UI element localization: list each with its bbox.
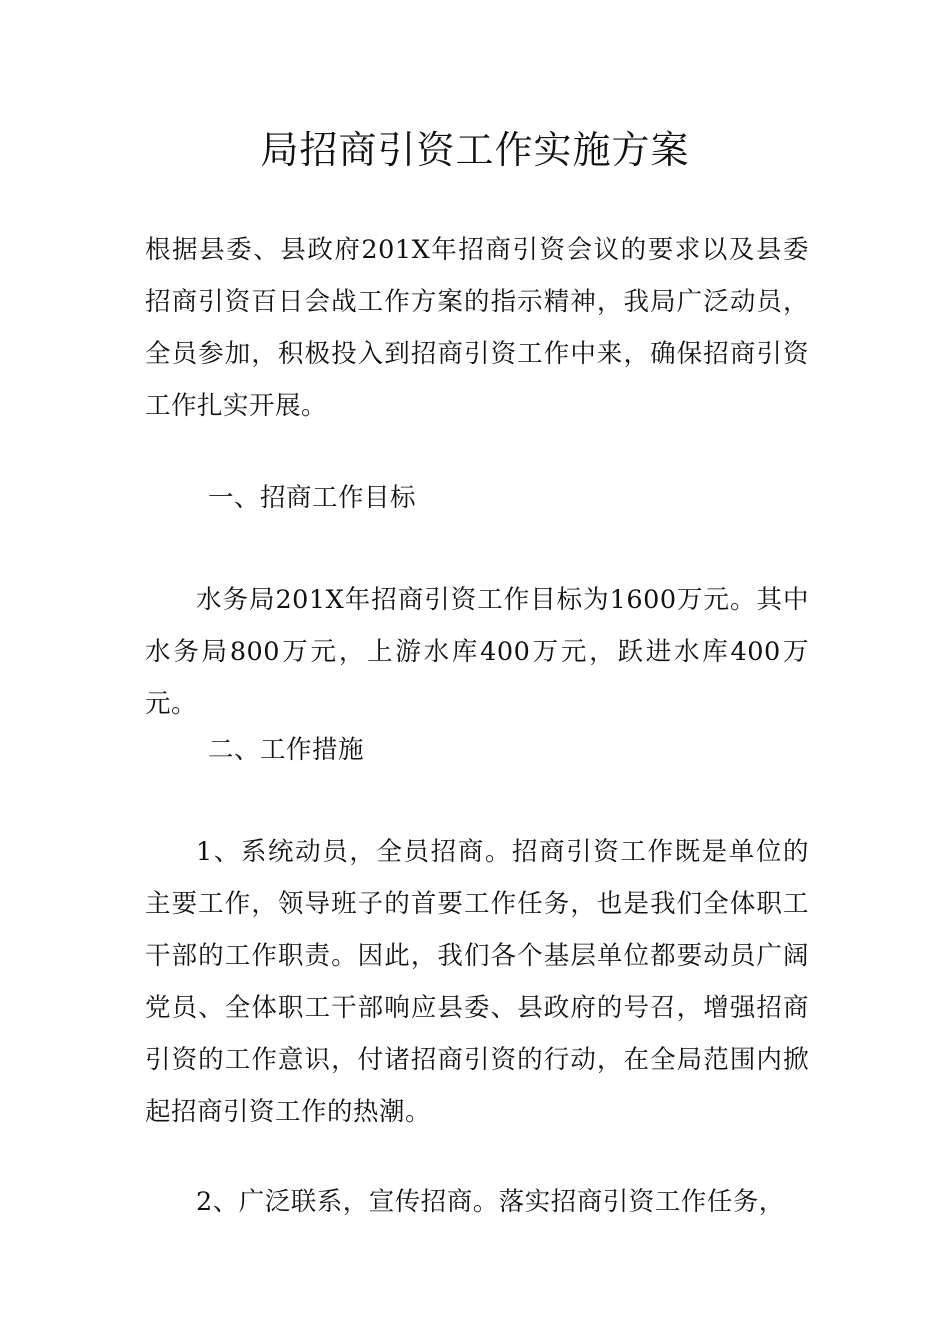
document-title: 局招商引资工作实施方案	[260, 128, 690, 172]
section-heading-goals: 一、招商工作目标	[208, 483, 417, 513]
measure-item-2-paragraph: 2、广泛联系，宣传招商。落实招商引资工作任务，	[196, 1187, 785, 1217]
intro-paragraph: 根据县委、县政府201X年招商引资会议的要求以及县委招商引资百日会战工作方案的指示精神，我局广泛动员，全员参加，积极投入到招商引资工作中来，确保招商引资工作扎实开展。	[145, 235, 809, 421]
section-heading-measures: 二、工作措施	[208, 735, 365, 765]
section-goals-paragraph: 水务局201X年招商引资工作目标为1600万元。其中水务局800万元，上游水库400万元，跃进水库400万元。	[145, 585, 809, 719]
measure-item-1-paragraph: 1、系统动员，全员招商。招商引资工作既是单位的主要工作，领导班子的首要工作任务，也是我们全体职工干部的工作职责。因此，我们各个基层单位都要动员广阔党员、全体职工干部响应县委、县政府的号召，增强招商引资的工作意识，付诸招商引资的行动，在全局范围内掀起招商引资工作的热潮。	[145, 837, 809, 1127]
